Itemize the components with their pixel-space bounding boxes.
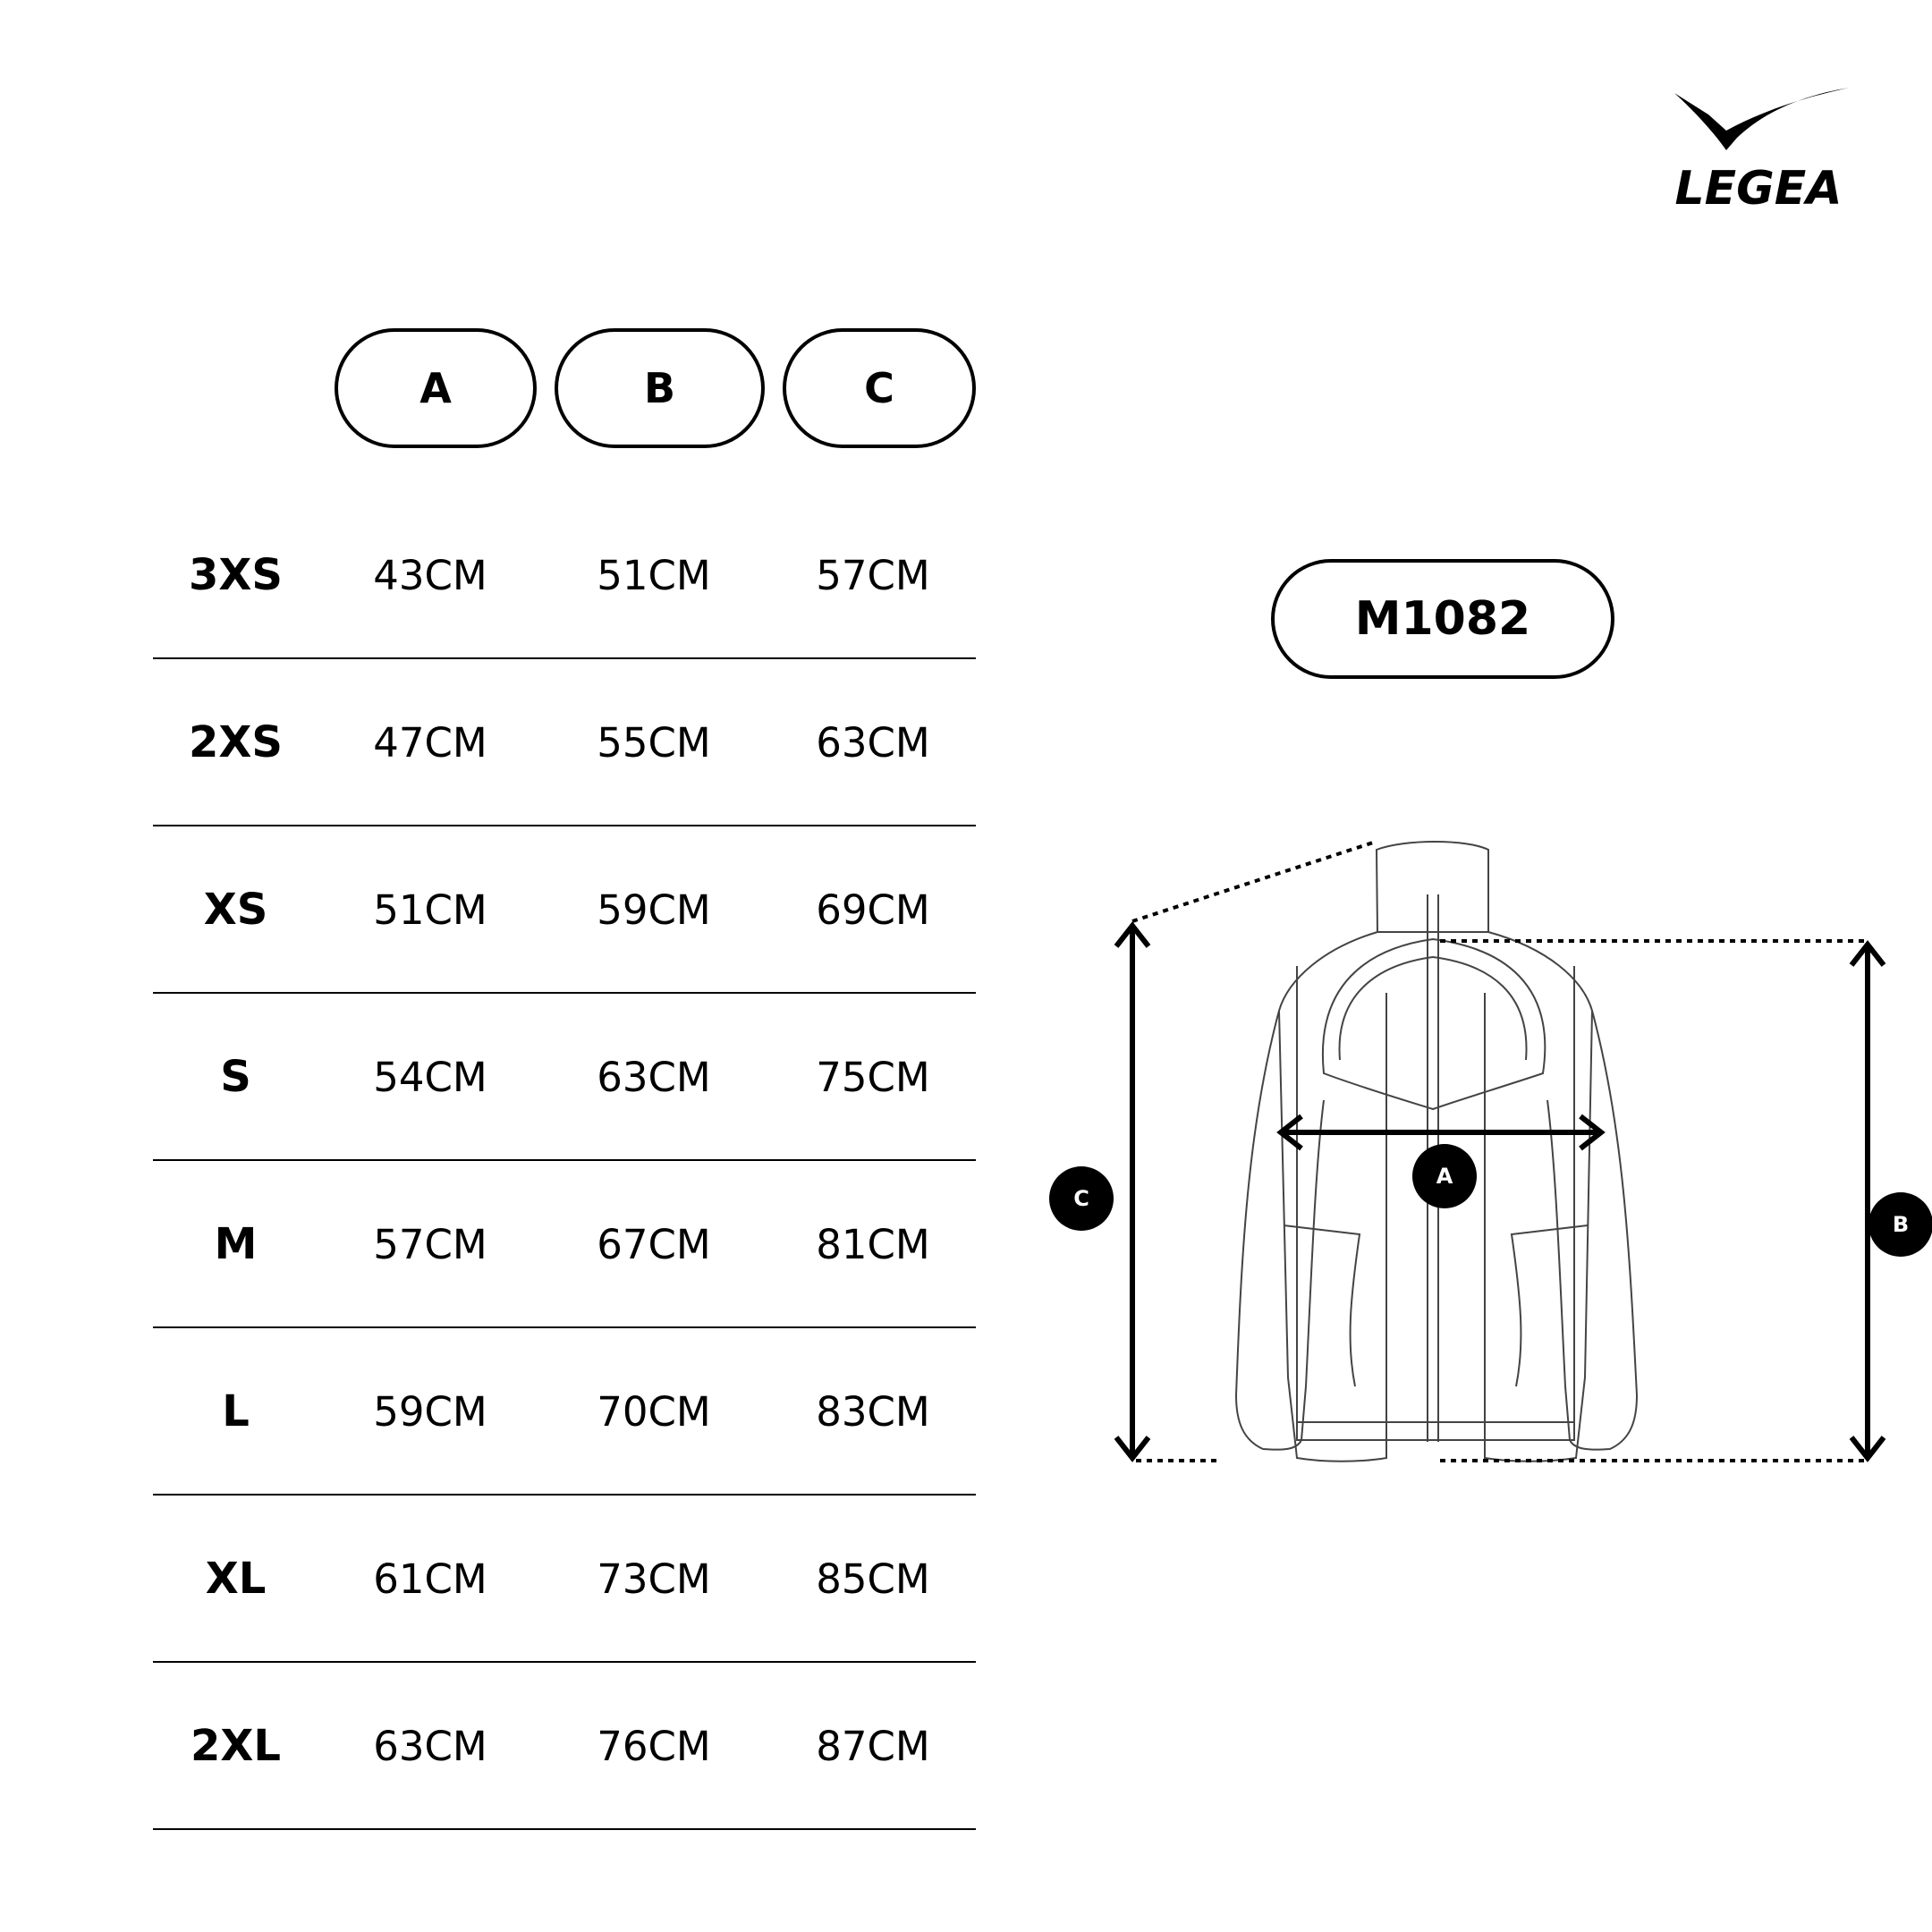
- table-row: [153, 659, 976, 826]
- measure-c: 63CM: [816, 719, 930, 767]
- measure-a: 54CM: [373, 1054, 487, 1101]
- table-row: [153, 1496, 976, 1663]
- size-table: [153, 492, 976, 1830]
- table-row: [153, 1161, 976, 1328]
- measure-b: 76CM: [597, 1723, 711, 1770]
- column-header-a: A: [335, 328, 537, 448]
- measure-a: 61CM: [373, 1555, 487, 1603]
- measure-c: 85CM: [816, 1555, 930, 1603]
- legea-logo: [1655, 79, 1862, 213]
- model-code-badge: [1271, 559, 1614, 679]
- table-row: [153, 1328, 976, 1496]
- measure-b: 59CM: [597, 886, 711, 934]
- table-row: [153, 1663, 976, 1830]
- measure-c: 83CM: [816, 1388, 930, 1436]
- table-row: [153, 994, 976, 1161]
- measure-b: 55CM: [597, 719, 711, 767]
- column-header-b: B: [555, 328, 765, 448]
- measure-b: 70CM: [597, 1388, 711, 1436]
- measure-c: 87CM: [816, 1723, 930, 1770]
- measure-a: 47CM: [373, 719, 487, 767]
- dimension-label-c: C: [1049, 1166, 1114, 1231]
- size-label: 3XS: [189, 550, 283, 600]
- measure-b: 73CM: [597, 1555, 711, 1603]
- size-label: 2XL: [191, 1721, 281, 1771]
- garment-diagram: [1029, 832, 1932, 1485]
- jacket-outline-icon: [1029, 832, 1932, 1485]
- measure-b: 51CM: [597, 552, 711, 599]
- dimension-label-a: A: [1412, 1144, 1477, 1208]
- measure-c: 75CM: [816, 1054, 930, 1101]
- measure-b: 63CM: [597, 1054, 711, 1101]
- table-row: [153, 826, 976, 994]
- measure-a: 59CM: [373, 1388, 487, 1436]
- size-label: L: [222, 1386, 250, 1436]
- legea-logo-mark: [1655, 79, 1862, 213]
- measure-c: 57CM: [816, 552, 930, 599]
- dimension-label-b: B: [1868, 1192, 1932, 1257]
- size-label: S: [220, 1052, 251, 1102]
- size-label: XS: [203, 885, 268, 935]
- measure-c: 81CM: [816, 1221, 930, 1268]
- measure-b: 67CM: [597, 1221, 711, 1268]
- brand-name: LEGEA: [1674, 162, 1843, 213]
- measure-a: 51CM: [373, 886, 487, 934]
- column-header-c: C: [783, 328, 976, 448]
- measure-a: 43CM: [373, 552, 487, 599]
- size-label: XL: [205, 1554, 267, 1604]
- model-code: M1082: [1354, 592, 1531, 646]
- table-row: [153, 492, 976, 659]
- measure-a: 57CM: [373, 1221, 487, 1268]
- measure-c: 69CM: [816, 886, 930, 934]
- measure-a: 63CM: [373, 1723, 487, 1770]
- size-label: 2XS: [189, 717, 283, 767]
- size-label: M: [214, 1219, 258, 1269]
